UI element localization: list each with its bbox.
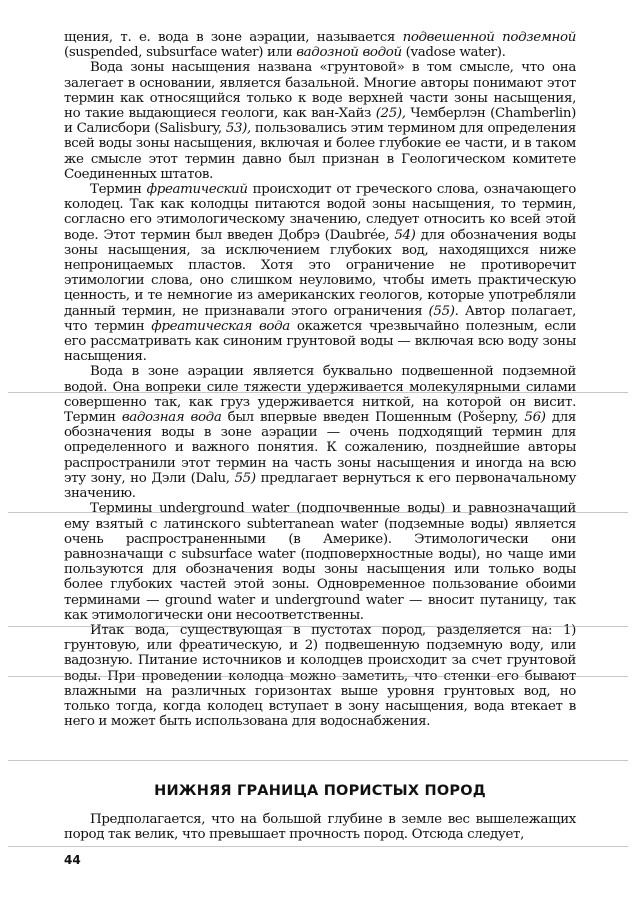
- text-run: Чемберлэн (Chamberlin) и Салисбори (Salisbury,: [64, 106, 576, 137]
- italic-term: 55): [234, 470, 256, 486]
- paragraph-2: [64, 182, 576, 364]
- paragraph-4: [64, 501, 576, 623]
- italic-term: (55).: [428, 303, 459, 319]
- text-run: окажется чрезвычайно полезным, если его рассматривать как синоним грунтовой воды — включая всю воду зоны насыщения.: [64, 318, 577, 365]
- italic-term: подвешенной подземной: [402, 30, 576, 45]
- italic-term: фреатическая вода: [151, 318, 290, 334]
- paragraph-1: [64, 60, 576, 182]
- text-run: был впервые введен Пошенным (Pošepny,: [221, 410, 525, 426]
- text-run: происходит от греческого слова, означающего колодец. Так как колодцы питаются водой зоны насыщения, то термин, согласно его этимологическому значению, следует относить ко всей этой воде. Этот термин был введен Добрэ (Daubrée,: [64, 182, 577, 243]
- text-run: щения, т. е. вода в зоне аэрации, называется: [64, 30, 403, 45]
- text-run: для обозначения воды зоны насыщения, за исключением глубоких вод, находящихся ниже непроницаемых пластов. Хотя это ограничение не противоречит этимологии слова, оно слишком неуловимо, чтобы иметь практическую ценность, и те немногие из американских геологов, которые употребляли данный термин, не признавали этого ограничения: [64, 227, 576, 319]
- text-run: предлагает вернуться к его первоначальному значению.: [64, 470, 577, 502]
- text-run: пользовались этим термином для определения всей воды зоны насыщения, включая и более глубокие ее части, и в таком же смысле этот термин давно был признан в Геологическом комитете Соединенных штатов.: [64, 121, 576, 182]
- text-run: Итак вода, существующая в пустотах пород, разделяется на: 1) грунтовую, или фреатическую, и 2) подвешенную подземную воду, или вадозную. Питание источников и колодцев происходит за счет грунтовой воды. При проведении колодца можно заметить, что стенки его бывают влажными на различных горизонтах выше уровня грунтовых вод, но только тогда, когда колодец вступает в зону насыщения, вода втекает в него и может быть использована для водоснабжения.: [64, 622, 576, 730]
- italic-term: (25),: [375, 106, 406, 122]
- scan-line: [8, 846, 628, 847]
- scan-line: [8, 392, 628, 393]
- italic-term: вадозной водой: [296, 45, 402, 61]
- italic-term: 54): [394, 227, 416, 243]
- page-number: 44: [64, 853, 81, 867]
- section-heading: НИЖНЯЯ ГРАНИЦА ПОРИСТЫХ ПОРОД: [154, 783, 486, 799]
- italic-term: фреатический: [146, 182, 248, 198]
- text-run: (vadose water).: [401, 45, 506, 61]
- section-first-paragraph: Предполагается, что на большой глубине в земле вес вышележащих пород так велик, что превышает прочность пород. Отсюда следует,: [64, 812, 576, 843]
- text-run: для обозначения воды в зоне аэрации — очень подходящий термин для определенного и важного понятия. К сожалению, позднейшие авторы распространили этот термин на часть зоны насыщения и иногда на всю эту зону, но Дэли (Dalu,: [64, 410, 576, 486]
- italic-term: 56): [524, 410, 546, 426]
- scan-line: [8, 512, 628, 513]
- scan-line: [8, 760, 628, 761]
- text-run: Вода в зоне аэрации является буквально подвешенной подземной водой. Она вопреки силе тяжести удерживается молекулярными силами совершенно так, как груз удерживается ниткой, на которой он висит. Термин: [64, 364, 576, 426]
- scan-line: [8, 676, 628, 677]
- italic-term: 53),: [225, 121, 251, 137]
- text-run: Вода зоны насыщения названа «грунтовой» в том смысле, что она залегает в основании, является базальной. Многие авторы понимают этот термин как относящийся только к воде верхней части зоны насыщения, но такие выдающиеся геологи, как ван-Хайз: [64, 60, 576, 122]
- section-text: [64, 812, 576, 842]
- text-run: Термин: [90, 182, 147, 198]
- scan-line: [8, 626, 628, 627]
- paragraph-0: [64, 30, 576, 60]
- text-run: Автор полагает, что термин: [64, 303, 577, 334]
- text-run: Термины underground water (подпочвенные воды) и равнозначащий ему взятый с латинского subterranean water (подземные воды) является очень распространенными (в Америке). Этимологически они равнозначащи с subsurface water (подповерхностные воды), но чаще ими пользуются для обозначения воды зоны насыщения или только воды более глубоких частей этой зоны. Одновременное пользование обоими терминами — ground water и underground water — вносит путаницу, так как этимологически они несоответственны.: [64, 501, 576, 623]
- body-text: [64, 30, 576, 729]
- italic-term: вадозная вода: [121, 410, 222, 426]
- text-run: (suspended, subsurface water) или: [64, 45, 297, 61]
- paragraph-3: [64, 364, 576, 501]
